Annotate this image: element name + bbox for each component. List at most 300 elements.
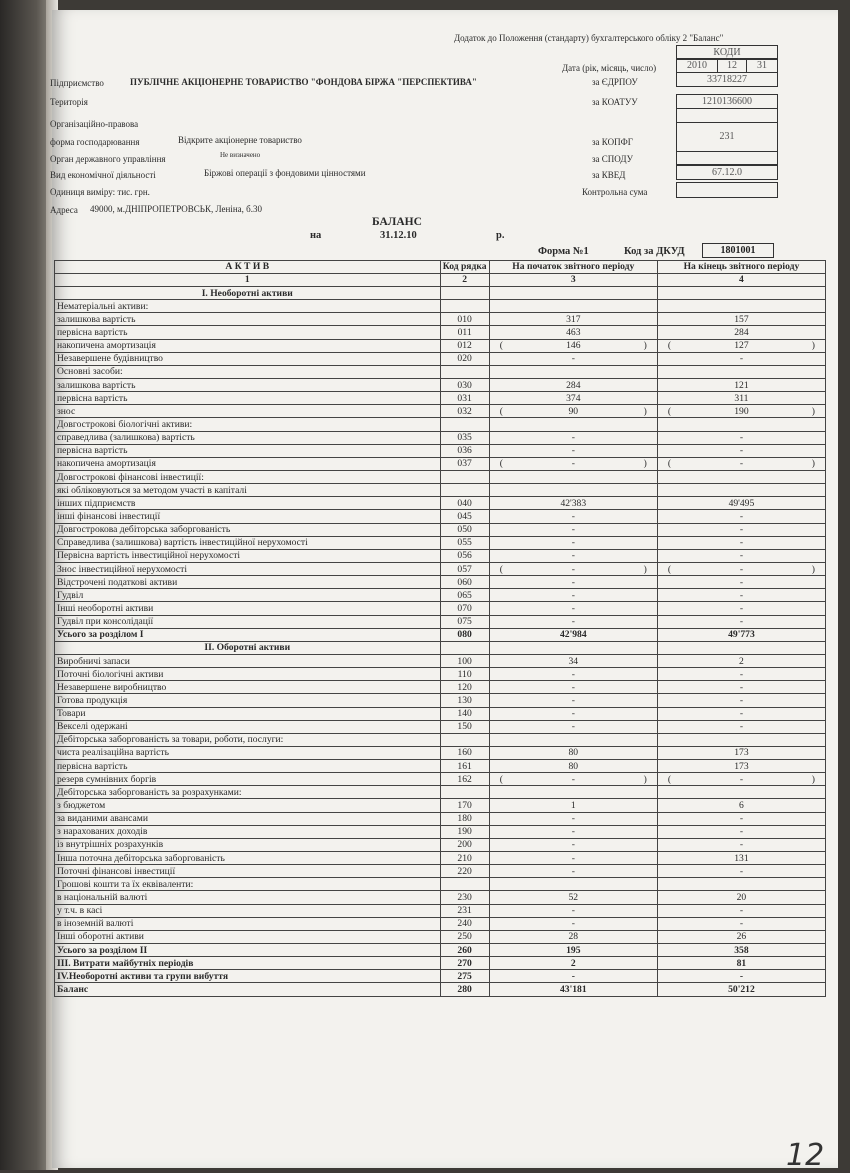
row-value-start: 42'984: [489, 628, 657, 641]
row-value-start: -: [489, 707, 657, 720]
table-row: [55, 365, 826, 378]
dkud-value: 1801001: [702, 243, 774, 258]
checksum-value-box: [676, 182, 778, 198]
row-value-start: 43'181: [489, 983, 657, 996]
open-paren: (: [499, 405, 503, 417]
table-row: [55, 378, 826, 391]
table-row: [55, 694, 826, 707]
row-code: [440, 786, 489, 799]
close-paren: ): [811, 458, 815, 470]
row-value-end: 311: [657, 392, 825, 405]
row-label: накопичена амортизація: [55, 339, 441, 352]
enterprise-label: Підприємство: [50, 78, 104, 88]
row-value-end: -: [657, 576, 825, 589]
legal-form-code-box: [676, 108, 778, 123]
row-value-end: 20: [657, 891, 825, 904]
section-header-row: [55, 641, 826, 654]
close-paren: ): [643, 773, 647, 785]
close-paren: ): [811, 773, 815, 785]
row-code: 032: [440, 405, 489, 418]
row-label: Основні засоби:: [55, 365, 441, 378]
row-code: 240: [440, 917, 489, 930]
activity-value: Біржові операції з фондовими цінностями: [204, 168, 366, 178]
open-paren: (: [499, 458, 503, 470]
row-label: Гудвіл: [55, 589, 441, 602]
parenthesized-value: [660, 406, 823, 417]
row-label: первісна вартість: [55, 326, 441, 339]
row-code: 075: [440, 615, 489, 628]
date-label: Дата (рік, місяць, число): [562, 63, 657, 73]
row-label: резерв сумнівних боргів: [55, 773, 441, 786]
row-value-start: [489, 733, 657, 746]
balance-title: БАЛАНС: [372, 216, 422, 228]
value-text: 127: [734, 340, 749, 352]
open-paren: (: [667, 773, 672, 785]
table-row: [55, 510, 826, 523]
gov-label: Орган державного управління: [50, 154, 166, 164]
row-value-end: -: [657, 615, 825, 628]
row-label: Довгострокова дебіторська заборгованість: [55, 523, 441, 536]
row-value-start: -: [489, 444, 657, 457]
row-code: 280: [440, 983, 489, 996]
date-month: 12: [717, 58, 747, 73]
row-label: Справедлива (залишкова) вартість інвестиційної нерухомості: [55, 536, 441, 549]
row-value-start: 34: [489, 654, 657, 667]
row-code: 056: [440, 549, 489, 562]
open-paren: (: [499, 563, 503, 575]
row-value-start: 1: [489, 799, 657, 812]
row-label: Готова продукція: [55, 694, 441, 707]
row-value-end: [657, 339, 825, 352]
row-value-end: -: [657, 549, 825, 562]
open-paren: (: [499, 773, 503, 785]
row-code: [440, 418, 489, 431]
column-number-1: 1: [55, 274, 441, 287]
row-label: Поточні фінансові інвестиції: [55, 865, 441, 878]
row-code: 130: [440, 694, 489, 707]
table-row: [55, 313, 826, 326]
row-label: Довгострокові фінансові інвестиції:: [55, 470, 441, 483]
table-row: [55, 654, 826, 667]
spodu-value-box: [676, 150, 778, 165]
column-header-asset: А К Т И В: [55, 261, 441, 274]
row-value-end: [657, 405, 825, 418]
row-value-end: -: [657, 536, 825, 549]
value-text: -: [739, 458, 744, 470]
table-row: [55, 300, 826, 313]
close-paren: ): [643, 340, 647, 352]
row-code: 160: [440, 746, 489, 759]
edrpou-label: за ЄДРПОУ: [592, 77, 638, 87]
table-row: [55, 838, 826, 851]
row-value-start: [489, 287, 657, 300]
row-code: 170: [440, 799, 489, 812]
row-value-start: -: [489, 668, 657, 681]
row-value-start: -: [489, 812, 657, 825]
row-value-end: -: [657, 917, 825, 930]
row-label: в національній валюті: [55, 891, 441, 904]
row-value-end: -: [657, 825, 825, 838]
row-value-end: [657, 418, 825, 431]
row-code: 190: [440, 825, 489, 838]
row-value-start: -: [489, 904, 657, 917]
row-value-start: 317: [489, 313, 657, 326]
row-code: 050: [440, 523, 489, 536]
row-label: Довгострокові біологічні активи:: [55, 418, 441, 431]
enterprise-name: ПУБЛІЧНЕ АКЦІОНЕРНЕ ТОВАРИСТВО "ФОНДОВА БІРЖА "ПЕРСПЕКТИВА": [130, 77, 477, 87]
row-value-end: [657, 287, 825, 300]
table-row: [55, 470, 826, 483]
row-code: 010: [440, 313, 489, 326]
table-row: [55, 812, 826, 825]
row-code: [440, 878, 489, 891]
row-code: 031: [440, 392, 489, 405]
row-value-start: 2: [489, 957, 657, 970]
parenthesized-value: [660, 458, 823, 469]
row-label: Усього за розділом I: [55, 628, 441, 641]
row-value-end: 49'773: [657, 628, 825, 641]
row-code: 030: [440, 378, 489, 391]
table-row: [55, 865, 826, 878]
column-header-end: На кінець звітного періоду: [657, 261, 825, 274]
close-paren: ): [811, 340, 815, 352]
row-value-end: -: [657, 720, 825, 733]
table-row: [55, 852, 826, 865]
table-row: [55, 523, 826, 536]
row-label: Поточні біологічні активи: [55, 668, 441, 681]
row-code: 210: [440, 852, 489, 865]
row-code: 035: [440, 431, 489, 444]
table-row: [55, 589, 826, 602]
row-value-start: -: [489, 838, 657, 851]
gov-value: Не визначено: [220, 151, 261, 159]
row-label: Відстрочені податкові активи: [55, 576, 441, 589]
row-code: 037: [440, 457, 489, 470]
row-code: 036: [440, 444, 489, 457]
form-number: Форма №1: [538, 246, 589, 257]
row-value-end: -: [657, 444, 825, 457]
open-paren: (: [667, 340, 672, 352]
row-value-start: -: [489, 720, 657, 733]
row-value-start: [489, 562, 657, 575]
row-value-end: -: [657, 904, 825, 917]
row-value-end: 49'495: [657, 497, 825, 510]
row-code: [440, 470, 489, 483]
parenthesized-value: [660, 340, 823, 351]
row-value-start: 80: [489, 760, 657, 773]
row-code: 275: [440, 970, 489, 983]
koatuu-value: 1210136600: [676, 94, 778, 109]
row-label: залишкова вартість: [55, 378, 441, 391]
row-value-start: -: [489, 576, 657, 589]
row-value-start: [489, 773, 657, 786]
date-year: 2010: [676, 58, 718, 73]
row-value-start: -: [489, 549, 657, 562]
row-label: Інші необоротні активи: [55, 602, 441, 615]
row-label: первісна вартість: [55, 392, 441, 405]
table-row: [55, 746, 826, 759]
row-value-end: 173: [657, 760, 825, 773]
row-value-start: -: [489, 536, 657, 549]
row-value-end: [657, 878, 825, 891]
row-code: 200: [440, 838, 489, 851]
close-paren: ): [643, 405, 647, 417]
row-value-start: -: [489, 510, 657, 523]
kved-value: 67.12.0: [676, 165, 778, 180]
row-label: з нарахованих доходів: [55, 825, 441, 838]
row-label: інші фінансові інвестиції: [55, 510, 441, 523]
close-paren: ): [811, 563, 815, 575]
row-code: 150: [440, 720, 489, 733]
row-value-start: [489, 641, 657, 654]
table-row: [55, 562, 826, 575]
table-row: [55, 339, 826, 352]
value-text: 90: [568, 405, 579, 417]
row-label: Інша поточна дебіторська заборгованість: [55, 852, 441, 865]
row-label: Грошові кошти та їх еквіваленти:: [55, 878, 441, 891]
row-code: 020: [440, 352, 489, 365]
close-paren: ): [643, 458, 647, 470]
table-row: [55, 615, 826, 628]
row-code: 231: [440, 904, 489, 917]
row-value-start: 28: [489, 930, 657, 943]
koatuu-label: за КОАТУУ: [592, 97, 638, 107]
row-value-start: 52: [489, 891, 657, 904]
row-label: Товари: [55, 707, 441, 720]
dkud-label: Код за ДКУД: [624, 246, 685, 257]
table-row: [55, 983, 826, 996]
table-row: [55, 681, 826, 694]
table-row: [55, 405, 826, 418]
table-row: [55, 431, 826, 444]
row-label: Незавершене будівництво: [55, 352, 441, 365]
table-row: [55, 668, 826, 681]
row-label: Незавершене виробництво: [55, 681, 441, 694]
table-row: [55, 773, 826, 786]
row-value-start: -: [489, 865, 657, 878]
balance-table: [54, 260, 826, 997]
table-row: [55, 576, 826, 589]
row-code: 250: [440, 930, 489, 943]
parenthesized-value: [492, 458, 655, 469]
column-header-code: Код рядка: [440, 261, 489, 274]
row-value-start: -: [489, 615, 657, 628]
row-value-start: -: [489, 917, 657, 930]
table-row: [55, 957, 826, 970]
row-value-start: -: [489, 970, 657, 983]
row-code: 270: [440, 957, 489, 970]
row-code: [440, 287, 489, 300]
row-value-end: -: [657, 838, 825, 851]
row-value-end: 2: [657, 654, 825, 667]
kved-label: за КВЕД: [592, 170, 626, 180]
row-value-end: [657, 470, 825, 483]
row-value-end: 26: [657, 930, 825, 943]
row-value-end: -: [657, 812, 825, 825]
table-row: [55, 326, 826, 339]
row-value-end: [657, 457, 825, 470]
row-label: Первісна вартість інвестиційної нерухомості: [55, 549, 441, 562]
row-value-start: [489, 457, 657, 470]
row-value-start: -: [489, 589, 657, 602]
date-day: 31: [746, 58, 778, 73]
row-code: [440, 733, 489, 746]
row-code: 040: [440, 497, 489, 510]
row-value-end: [657, 786, 825, 799]
table-row: [55, 392, 826, 405]
parenthesized-value: [492, 774, 655, 785]
page-number: 12: [786, 1138, 825, 1173]
parenthesized-value: [660, 564, 823, 575]
row-value-end: -: [657, 865, 825, 878]
row-value-start: -: [489, 352, 657, 365]
row-label: III. Витрати майбутніх періодів: [55, 957, 441, 970]
row-code: [440, 641, 489, 654]
row-value-end: -: [657, 352, 825, 365]
row-code: 260: [440, 944, 489, 957]
row-label: із внутрішніх розрахунків: [55, 838, 441, 851]
row-value-start: 80: [489, 746, 657, 759]
row-value-end: [657, 641, 825, 654]
value-text: -: [739, 563, 744, 575]
row-label: у т.ч. в касі: [55, 904, 441, 917]
value-text: -: [571, 458, 575, 470]
row-label: Виробничі запаси: [55, 654, 441, 667]
row-value-end: -: [657, 970, 825, 983]
row-value-start: [489, 418, 657, 431]
row-value-end: -: [657, 431, 825, 444]
row-label: Дебіторська заборгованість за товари, роботи, послуги:: [55, 733, 441, 746]
row-label: інших підприємств: [55, 497, 441, 510]
checksum-label: Контрольна сума: [582, 187, 648, 197]
row-value-end: -: [657, 707, 825, 720]
table-row: [55, 497, 826, 510]
row-value-start: 374: [489, 392, 657, 405]
row-value-end: [657, 562, 825, 575]
row-value-start: -: [489, 523, 657, 536]
row-value-start: [489, 786, 657, 799]
table-row: [55, 733, 826, 746]
row-value-end: -: [657, 602, 825, 615]
row-value-start: -: [489, 694, 657, 707]
value-text: 190: [734, 405, 749, 417]
balance-year-suffix: р.: [496, 230, 505, 241]
balance-date: 31.12.10: [380, 230, 417, 241]
row-label: чиста реалізаційна вартість: [55, 746, 441, 759]
row-value-end: 173: [657, 746, 825, 759]
table-row: [55, 786, 826, 799]
row-code: 055: [440, 536, 489, 549]
row-code: [440, 484, 489, 497]
edrpou-value: 33718227: [676, 72, 778, 87]
row-value-start: [489, 484, 657, 497]
row-value-start: -: [489, 431, 657, 444]
row-value-end: 157: [657, 313, 825, 326]
row-label: накопичена амортизація: [55, 457, 441, 470]
table-header-row: [55, 261, 826, 274]
row-value-start: 195: [489, 944, 657, 957]
row-code: 100: [440, 654, 489, 667]
table-row: [55, 720, 826, 733]
column-number-3: 3: [489, 274, 657, 287]
row-value-start: [489, 365, 657, 378]
parenthesized-value: [660, 774, 823, 785]
row-value-end: [657, 300, 825, 313]
table-row: [55, 602, 826, 615]
row-label: Усього за розділом II: [55, 944, 441, 957]
table-row: [55, 930, 826, 943]
close-paren: ): [811, 405, 815, 417]
row-label: які обліковуються за методом участі в капіталі: [55, 484, 441, 497]
row-label: за виданими авансами: [55, 812, 441, 825]
open-paren: (: [667, 563, 672, 575]
row-code: [440, 300, 489, 313]
row-label: в іноземній валюті: [55, 917, 441, 930]
row-value-start: [489, 470, 657, 483]
column-numbers-row: [55, 274, 826, 287]
table-row: [55, 760, 826, 773]
row-label: знос: [55, 405, 441, 418]
legal-form-label: Організаційно-правова: [50, 119, 139, 129]
table-row: [55, 484, 826, 497]
row-code: 162: [440, 773, 489, 786]
table-row: [55, 944, 826, 957]
table-row: [55, 457, 826, 470]
open-paren: (: [499, 340, 503, 352]
codes-title: КОДИ: [676, 45, 778, 60]
row-value-start: [489, 878, 657, 891]
territory-label: Територія: [50, 97, 88, 107]
row-value-end: 121: [657, 378, 825, 391]
row-code: 180: [440, 812, 489, 825]
row-code: 080: [440, 628, 489, 641]
row-label: Дебіторська заборгованість за розрахунками:: [55, 786, 441, 799]
row-label: II. Оборотні активи: [55, 641, 441, 654]
table-row: [55, 917, 826, 930]
row-label: первісна вартість: [55, 760, 441, 773]
row-label: Нематеріальні активи:: [55, 300, 441, 313]
row-code: 060: [440, 576, 489, 589]
table-row: [55, 904, 826, 917]
row-value-end: [657, 733, 825, 746]
table-row: [55, 825, 826, 838]
value-text: -: [571, 563, 575, 575]
activity-label: Вид економічної діяльності: [50, 170, 156, 180]
row-code: 070: [440, 602, 489, 615]
parenthesized-value: [492, 564, 655, 575]
row-code: 230: [440, 891, 489, 904]
table-row: [55, 549, 826, 562]
table-row: [55, 891, 826, 904]
row-label: Баланс: [55, 983, 441, 996]
open-paren: (: [667, 405, 672, 417]
table-row: [55, 707, 826, 720]
row-value-start: [489, 300, 657, 313]
value-text: -: [571, 773, 575, 785]
table-row: [55, 970, 826, 983]
row-label: Векселі одержані: [55, 720, 441, 733]
table-row: [55, 878, 826, 891]
row-value-end: [657, 365, 825, 378]
kopfg-value: 231: [676, 122, 778, 152]
row-value-end: 131: [657, 852, 825, 865]
row-label: Знос інвестиційної нерухомості: [55, 562, 441, 575]
row-value-end: -: [657, 668, 825, 681]
address-label: Адреса: [50, 205, 78, 215]
close-paren: ): [643, 563, 647, 575]
row-code: 140: [440, 707, 489, 720]
row-value-start: -: [489, 825, 657, 838]
